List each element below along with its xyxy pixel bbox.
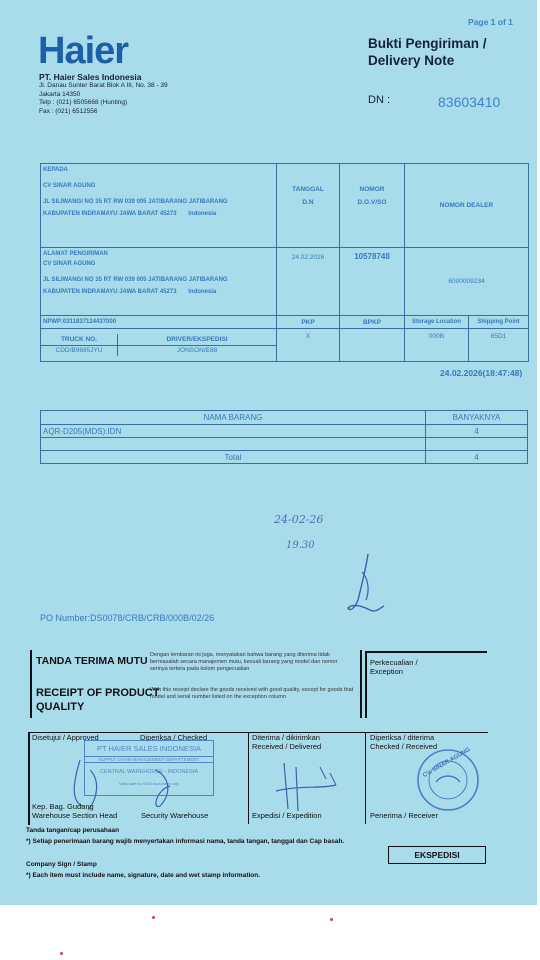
alamat-cell <box>41 248 277 316</box>
receipt-title-en-2: QUALITY <box>36 701 85 713</box>
title-line-1: Bukti Pengiriman / <box>368 36 487 51</box>
approved-label: Disetujui / Approved <box>32 733 99 742</box>
alamat-name: CV SINAR AGUNG <box>43 261 96 267</box>
kepada-name: CV SINAR AGUNG <box>43 183 96 189</box>
title-line-2: Delivery Note <box>368 53 455 68</box>
npwp-value: NPWP:0311837124437000 <box>43 319 117 325</box>
penerima-label: Penerima / Receiver <box>370 811 438 820</box>
dealer-value-cell <box>405 248 529 316</box>
storage-location-label: Storage Location <box>411 319 461 325</box>
shipping-value-cell <box>469 329 529 362</box>
footer-note-4: *) Each item must include name, signature, date and wet stamp information. <box>26 872 261 879</box>
total-label-cell <box>41 451 426 464</box>
company-address <box>39 82 168 116</box>
nama-barang-label: NAMA BARANG <box>203 413 263 422</box>
truck-label: TRUCK NO. <box>60 335 98 343</box>
receipt-text-en: With this receipt declare the goods received with good quality, except for goods that model and serial number listed on the exception column <box>150 687 354 700</box>
address-line: Jl. Danau Sunter Barat Blok A III, No. 38 - 39 <box>39 82 168 89</box>
truck-value: CDD/B9695JYU <box>55 347 103 355</box>
print-timestamp: 24.02.2026(18:47:48) <box>440 368 523 378</box>
exception-label-1: Perkecualian / <box>370 658 418 667</box>
paper-speck <box>330 918 333 921</box>
pkp-value: X <box>305 333 311 340</box>
item-qty: 4 <box>474 426 479 436</box>
haier-logo: Haier <box>38 30 129 72</box>
alamat-address-2: KABUPATEN INDRAMAYU JAWA BARAT 45273 <box>43 289 177 295</box>
handwritten-date: 24-02-26 <box>274 513 324 526</box>
delivered-label <box>252 733 321 751</box>
nomor-header-cell <box>340 164 405 248</box>
total-qty-cell <box>426 451 528 464</box>
driver-header <box>118 334 277 345</box>
npwp-cell <box>41 316 277 329</box>
item-qty-cell <box>426 425 528 438</box>
paper-speck <box>60 952 63 955</box>
address-line: Telp : (021) 6505668 (Hunting) <box>39 99 128 106</box>
nomor-sub: D.O.V/SO <box>357 199 387 206</box>
tanggal-label: TANGGAL <box>292 186 324 193</box>
kepada-address-1: JL SILIWANGI NO 35 RT RW 039 005 JATIBARANG JATIBARANG <box>43 199 228 205</box>
warehouse-head-label <box>32 802 117 820</box>
handwritten-time: 19.30 <box>286 540 315 551</box>
document-title <box>368 35 487 69</box>
pkp-header-cell <box>277 316 340 329</box>
address-line: Jakarta 14350 <box>39 90 81 98</box>
stamp-haier-line3: CENTRAL WAREHOUSE - INDONESIA <box>100 769 198 775</box>
goods-qty-header <box>426 411 528 425</box>
footer-note-1: Tanda tangan/cap perusahaan <box>26 827 120 834</box>
delivered-label-1: Diterima / dikirimkan <box>252 733 320 742</box>
footer-note-3: Company Sign / Stamp <box>26 861 97 868</box>
receipt-title-en <box>36 686 159 714</box>
alamat-country: Indonesia <box>188 289 217 295</box>
received-label-1: Diperiksa / diterima <box>370 733 435 742</box>
exception-label <box>370 658 418 676</box>
stamp-haier-line1: PT HAIER SALES INDONESIA <box>96 744 202 753</box>
banyaknya-label: BANYAKNYA <box>452 413 501 422</box>
driver-label: DRIVER/EKSPEDISI <box>166 335 228 343</box>
empty-row-cell <box>41 438 426 451</box>
page-indicator: Page 1 of 1 <box>468 17 513 27</box>
address-line: Fax : (021) 6512556 <box>39 107 98 115</box>
kepada-label: KEPADA <box>43 167 68 173</box>
dealer-label: NOMOR DEALER <box>439 202 494 209</box>
paper-speck <box>152 916 155 919</box>
item-name: AQR-D205(MDS):IDN <box>43 426 122 436</box>
stamp-haier-line2: SUPPLY CHAIN MANAGEMENT DEPARTEMENT <box>85 756 213 763</box>
expedisi-label: Expedisi / Expedition <box>252 811 322 820</box>
driver-value-cell <box>118 345 277 356</box>
cv-sinar-agung-stamp <box>412 738 484 822</box>
goods-table <box>40 410 528 464</box>
item-name-cell <box>41 425 426 438</box>
stamp-haier-line4: Valid sale for SCM document only <box>119 781 179 786</box>
signature-divider <box>365 732 366 824</box>
pkp-value-cell <box>277 329 340 362</box>
bpkp-header-cell <box>340 316 405 329</box>
kepada-cell <box>41 164 277 248</box>
warehouse-head-label-2: Warehouse Section Head <box>32 811 118 820</box>
dn-label: DN : <box>368 94 390 106</box>
alamat-address-1: JL SILIWANGI NO 35 RT RW 039 005 JATIBARANG JATIBARANG <box>43 277 228 283</box>
truck-driver-table <box>41 334 276 356</box>
receipt-title-en-1: RECEIPT OF PRODUCT <box>36 687 160 699</box>
received-label-2: Checked / Received <box>370 742 438 751</box>
dn-number: 83603410 <box>438 94 501 110</box>
nomor-value: 10578748 <box>354 252 390 261</box>
dealer-header-cell <box>405 164 529 248</box>
total-label: Total <box>224 452 242 462</box>
pkp-label: PKP <box>301 318 315 326</box>
signature-divider <box>248 732 249 824</box>
shipping-point-value: 65D1 <box>490 333 507 340</box>
truck-driver-cell <box>41 329 277 362</box>
tanggal-value: 24.02.2026 <box>291 254 325 261</box>
bpkp-value-cell <box>340 329 405 362</box>
tanggal-value-cell <box>277 248 340 316</box>
goods-name-header <box>41 411 426 425</box>
ekspedisi-copy-label: EKSPEDISI <box>388 846 486 864</box>
tanggal-sub: D.N <box>302 199 314 206</box>
storage-value-cell <box>405 329 469 362</box>
nomor-label: NOMOR <box>359 186 385 193</box>
warehouse-head-label-1: Kep. Bag. Gudang <box>32 802 94 811</box>
storage-location-value: 000B <box>428 333 445 340</box>
truck-value-cell <box>41 345 118 356</box>
shipping-header-cell <box>469 316 529 329</box>
shipping-point-label: Shipping Point <box>477 319 520 325</box>
alamat-label: ALAMAT PENGIRIMAN <box>43 251 108 257</box>
delivered-label-2: Received / Delivered <box>252 742 322 751</box>
table-row <box>41 425 528 438</box>
tanggal-header-cell <box>277 164 340 248</box>
total-qty: 4 <box>474 452 479 462</box>
receipt-text-id: Dengan lembaran ini juga, menyatakan bahwa barang yang diterima tidak bermasalah secara manajemen mutu, kecuali barang yang model dan nomor serinya tertera pada kolom pengecualian <box>150 652 338 672</box>
kepada-address-2: KABUPATEN INDRAMAYU JAWA BARAT 45273 <box>43 211 177 217</box>
customer-info-table <box>40 163 529 362</box>
driver-signature <box>340 550 390 622</box>
nomor-value-cell <box>340 248 405 316</box>
empty-row-cell <box>426 438 528 451</box>
bpkp-label: BPKP <box>362 318 382 326</box>
driver-value: JONSON/E88 <box>176 347 218 355</box>
storage-header-cell <box>405 316 469 329</box>
stamp-cv-text: CV. SINAR AGUNG <box>422 747 472 779</box>
receipt-title-id: TANDA TERIMA MUTU <box>36 655 148 667</box>
footer-note-2: *) Setiap penerimaan barang wajib menyertakan informasi nama, tanda tangan, tanggal dan Cap basah. <box>26 838 345 845</box>
checked-label: Diperiksa / Checked <box>140 733 208 742</box>
exception-label-2: Exception <box>370 667 403 676</box>
po-number: PO Number:DS0078/CRB/CRB/000B/02/26 <box>40 613 215 623</box>
company-name: PT. Haier Sales Indonesia <box>39 72 142 82</box>
kepada-country: Indonesia <box>188 211 217 217</box>
truck-header <box>41 334 118 345</box>
dealer-value: 6000009234 <box>448 278 485 285</box>
security-label: Security Warehouse <box>141 811 209 820</box>
